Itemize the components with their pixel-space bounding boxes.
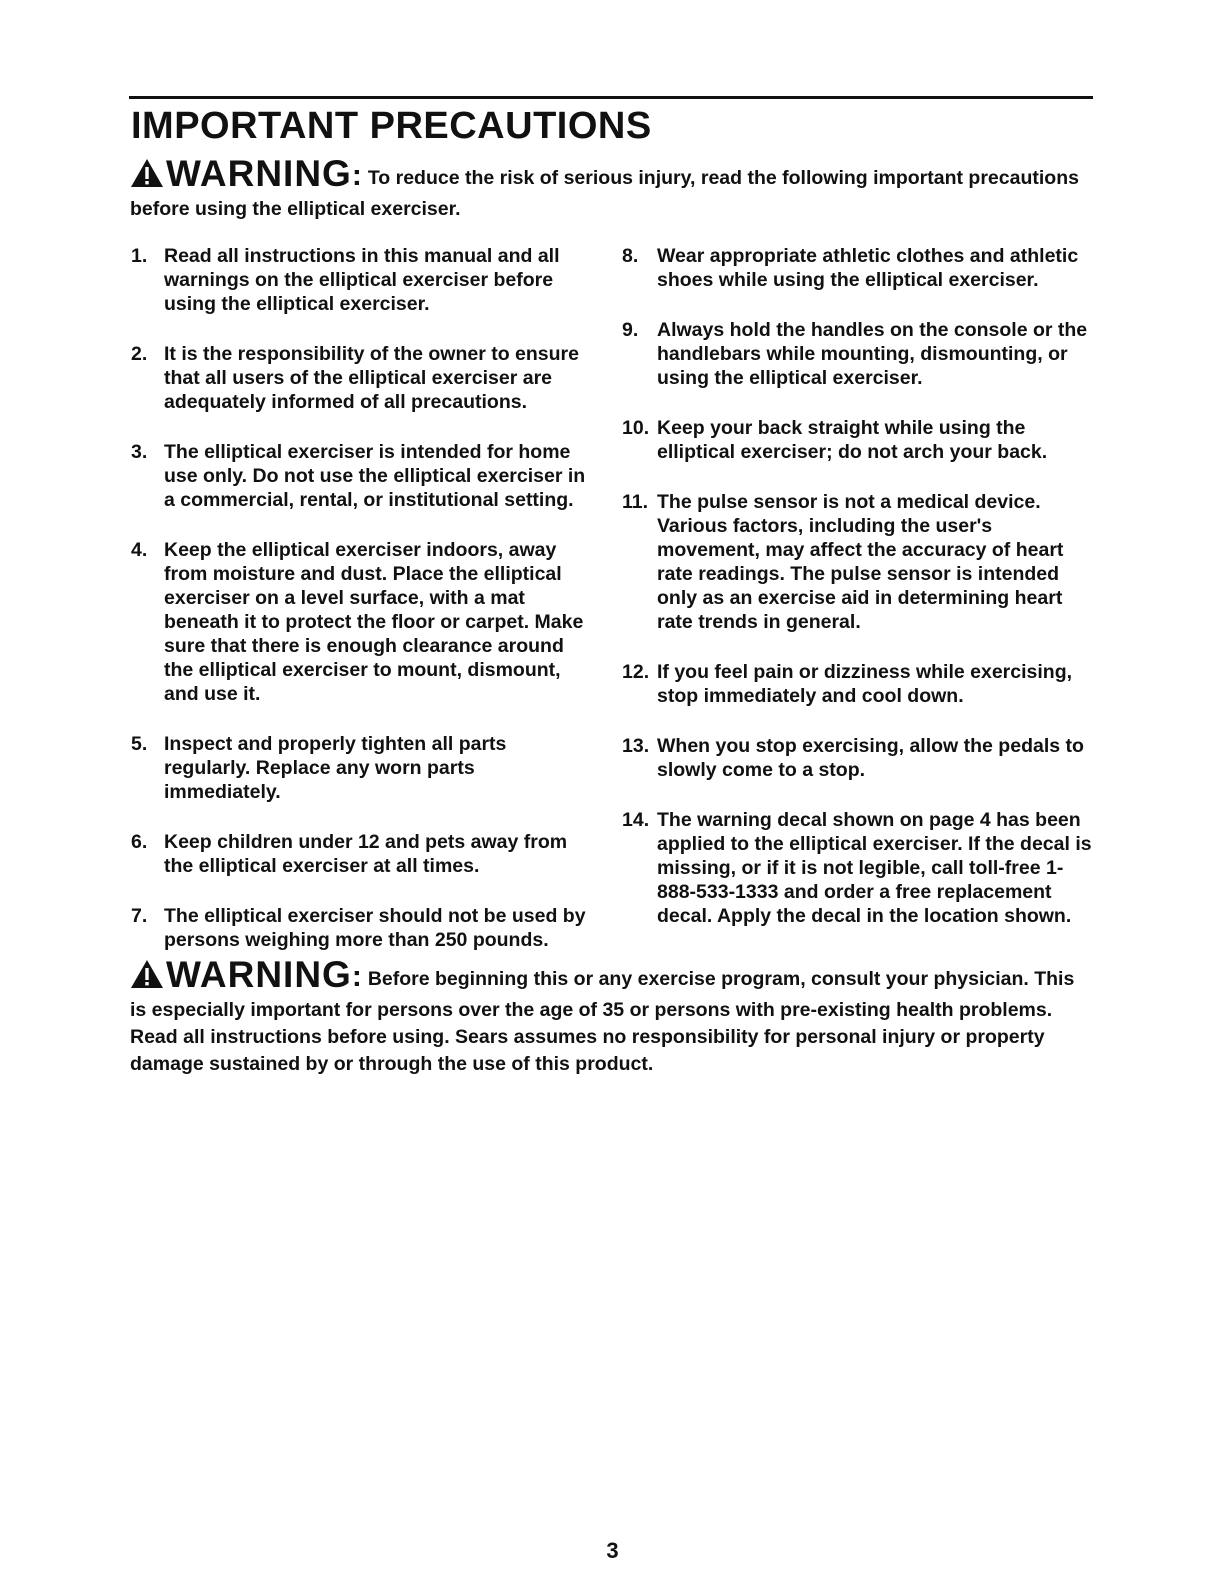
precaution-text: If you feel pain or dizziness while exercising, stop immediately and cool down. [657,661,1073,707]
precautions-left-column [131,244,591,978]
precaution-number: 14. [622,809,650,831]
warning-bottom [130,954,1095,1078]
precaution-item [131,244,591,316]
precaution-number: 3. [131,441,148,463]
precaution-text: Keep children under 12 and pets away from the elliptical exerciser at all times. [164,831,568,877]
precaution-text: It is the responsibility of the owner to ensure that all users of the elliptical exerciser are adequately informed of all precautions. [164,343,579,413]
precaution-item [622,416,1092,464]
warning-triangle-icon [130,158,164,196]
precaution-item [131,732,591,804]
precaution-item [622,660,1092,708]
precaution-text: Wear appropriate athletic clothes and athletic shoes while using the elliptical exerciser. [657,245,1079,291]
precaution-item [622,244,1092,292]
precaution-item [131,538,591,706]
precaution-item [622,808,1092,928]
precaution-number: 6. [131,831,148,853]
page-number: 3 [606,1538,619,1563]
precaution-text: Inspect and properly tighten all parts regularly. Replace any worn parts immediately. [164,733,507,803]
warning-text: To reduce the risk of serious injury, read the following important precautions before using the elliptical exerciser. [130,167,1079,220]
precaution-number: 5. [131,733,148,755]
precaution-number: 11. [622,491,649,513]
precaution-number: 13. [622,735,650,757]
warning-triangle-icon [130,959,164,997]
warning-top [130,153,1095,223]
precaution-number: 1. [131,245,148,267]
precaution-text: When you stop exercising, allow the pedals to slowly come to a stop. [657,735,1084,781]
precaution-text: The elliptical exerciser is intended for home use only. Do not use the elliptical exerciser in a commercial, rental, or institutional setting. [164,441,586,511]
top-rule [129,96,1093,99]
precaution-item [131,830,591,878]
precaution-text: Always hold the handles on the console or the handlebars while mounting, dismounting, or using the elliptical exerciser. [657,319,1088,389]
precaution-item [622,318,1092,390]
warning-label: WARNING [166,954,352,995]
precaution-item [622,734,1092,782]
precaution-text: The pulse sensor is not a medical device. Various factors, including the user's movement, may affect the accuracy of heart rate readings. The pulse sensor is intended only as an exercise aid in determining heart rate trends in general. [657,491,1064,633]
precaution-text: The elliptical exerciser should not be used by persons weighing more than 250 pounds. [164,905,586,951]
precaution-number: 8. [622,245,639,267]
warning-colon: : [351,960,362,993]
precaution-number: 4. [131,539,148,561]
warning-text: Before beginning this or any exercise program, consult your physician. This is especially important for persons over the age of 35 or persons with pre-existing health problems. Read all instructions before using. Sears assumes no responsibility for personal injury or property damage sustained by or through the use of this product. [130,968,1075,1075]
precaution-number: 12. [622,661,650,683]
precaution-text: Read all instructions in this manual and all warnings on the elliptical exerciser before using the elliptical exerciser. [164,245,560,315]
precaution-text: Keep your back straight while using the elliptical exerciser; do not arch your back. [657,417,1048,463]
precaution-item [622,490,1092,634]
precaution-text: The warning decal shown on page 4 has been applied to the elliptical exerciser. If the decal is missing, or if it is not legible, call toll-free 1-888-533-1333 and order a free replacement decal. Apply the decal in the location shown. [657,809,1092,927]
precaution-number: 9. [622,319,639,341]
precaution-number: 2. [131,343,148,365]
precautions-right-column [622,244,1092,954]
warning-colon: : [351,159,362,192]
precaution-item [131,440,591,512]
precaution-item [131,904,591,952]
warning-label: WARNING [166,153,352,194]
precaution-number: 10. [622,417,650,439]
precaution-number: 7. [131,905,148,927]
precaution-item [131,342,591,414]
page-title: IMPORTANT PRECAUTIONS [131,105,652,147]
precaution-text: Keep the elliptical exerciser indoors, away from moisture and dust. Place the elliptical exerciser on a level surface, with a mat beneath it to protect the floor or carpet. Make sure that there is enough clearance around the elliptical exerciser to mount, dismount, and use it. [164,539,584,705]
